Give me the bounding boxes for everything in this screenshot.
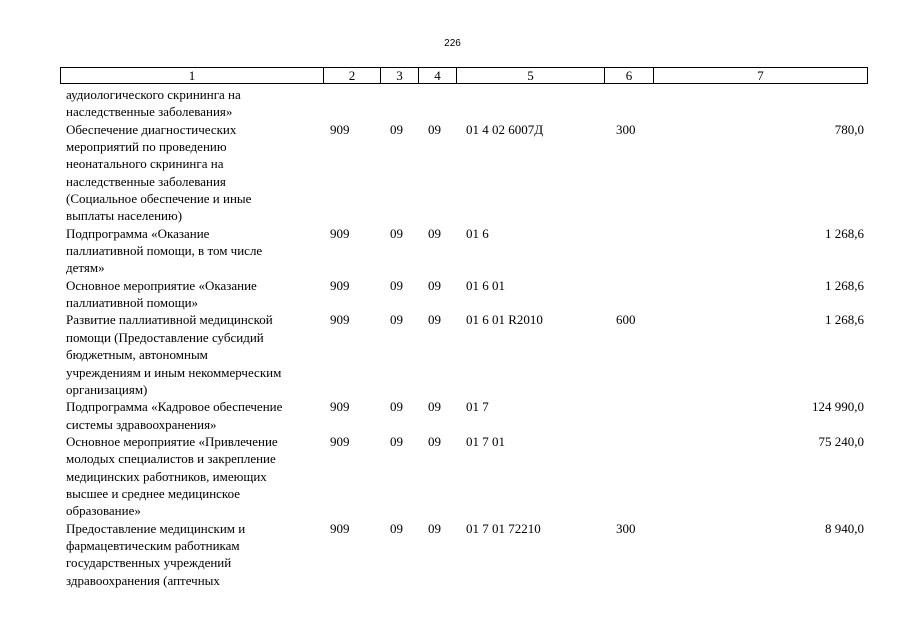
header-col-5: 5 — [457, 68, 605, 83]
row-name-line: паллиативной помощи» — [66, 295, 199, 311]
table-row — [0, 86, 905, 121]
row-col-4: 09 — [428, 121, 441, 137]
row-col-2: 909 — [330, 312, 350, 328]
row-col-4: 09 — [428, 225, 441, 241]
header-col-2: 2 — [324, 68, 381, 83]
row-name-line: помощи (Предоставление субсидий — [66, 329, 264, 345]
row-col-3: 09 — [390, 520, 403, 536]
row-name-line: неонатального скрининга на — [66, 156, 224, 172]
row-name-line: Подпрограмма «Кадровое обеспечение — [66, 399, 283, 415]
row-name-line: Предоставление медицинским и — [66, 520, 246, 536]
row-name — [66, 311, 324, 398]
row-name-line: аудиологического скрининга на — [66, 87, 241, 102]
row-col-2: 909 — [330, 225, 350, 241]
row-name-line: фармацевтическим работникам — [66, 537, 240, 553]
row-col-2: 909 — [330, 121, 350, 137]
row-col-4: 09 — [428, 520, 441, 536]
row-name-line: Развитие паллиативной медицинской — [66, 312, 273, 328]
row-name-line: молодых специалистов и закрепление — [66, 451, 276, 467]
row-col-3: 09 — [390, 121, 403, 137]
row-col-4: 09 — [428, 433, 441, 449]
table-row — [0, 277, 905, 312]
row-col-4: 09 — [428, 399, 441, 415]
table-row — [0, 520, 905, 589]
row-name-line: выплаты населению) — [66, 208, 183, 224]
row-name-line: паллиативной помощи, в том числе — [66, 243, 263, 259]
row-col-7: 780,0 — [834, 121, 864, 137]
table-body — [0, 86, 905, 589]
table-header — [60, 67, 868, 84]
row-col-4: 09 — [428, 312, 441, 328]
row-name — [66, 86, 324, 121]
page-number: 226 — [444, 38, 461, 49]
row-name — [66, 121, 324, 225]
header-col-4: 4 — [419, 68, 457, 83]
row-name — [66, 225, 324, 277]
row-name-line: Обеспечение диагностических — [66, 121, 237, 137]
row-name-line: бюджетным, автономным — [66, 347, 208, 363]
row-name — [66, 398, 324, 433]
table-row — [0, 433, 905, 520]
row-col-5: 01 6 01 R2010 — [466, 312, 543, 328]
row-col-3: 09 — [390, 225, 403, 241]
row-col-5: 01 6 01 — [466, 277, 505, 293]
row-col-5: 01 7 — [466, 399, 489, 415]
row-col-7: 75 240,0 — [818, 433, 864, 449]
row-col-5: 01 7 01 72210 — [466, 520, 541, 536]
row-col-6: 600 — [616, 312, 636, 328]
row-col-2: 909 — [330, 399, 350, 415]
row-name-line: Основное мероприятие «Привлечение — [66, 433, 278, 449]
row-col-3: 09 — [390, 312, 403, 328]
header-col-6: 6 — [605, 68, 654, 83]
row-col-3: 09 — [390, 399, 403, 415]
row-name-line: учреждениям и иным некоммерческим — [66, 364, 282, 380]
row-col-4: 09 — [428, 277, 441, 293]
row-col-7: 1 268,6 — [825, 277, 864, 293]
row-name-line: наследственные заболевания — [66, 173, 226, 189]
row-col-7: 1 268,6 — [825, 225, 864, 241]
row-name-line: образование» — [66, 503, 141, 519]
row-col-5: 01 6 — [466, 225, 489, 241]
row-col-7: 124 990,0 — [812, 399, 864, 415]
row-col-6: 300 — [616, 520, 636, 536]
row-name-line: Основное мероприятие «Оказание — [66, 277, 257, 293]
row-name-line: государственных учреждений — [66, 555, 232, 571]
header-col-1: 1 — [61, 68, 324, 83]
row-col-2: 909 — [330, 277, 350, 293]
row-name-line: (Социальное обеспечение и иные — [66, 191, 252, 207]
row-col-7: 1 268,6 — [825, 312, 864, 328]
header-col-7: 7 — [757, 68, 764, 83]
row-col-5: 01 7 01 — [466, 433, 505, 449]
row-name-line: медицинских работников, имеющих — [66, 468, 267, 484]
row-name-line: Подпрограмма «Оказание — [66, 225, 210, 241]
row-col-3: 09 — [390, 277, 403, 293]
row-name-line: организациям) — [66, 381, 148, 397]
row-col-7: 8 940,0 — [825, 520, 864, 536]
row-name-line: системы здравоохранения» — [66, 416, 217, 432]
row-col-5: 01 4 02 6007Д — [466, 121, 544, 137]
row-col-2: 909 — [330, 433, 350, 449]
row-name — [66, 277, 324, 312]
table-row — [0, 311, 905, 398]
row-name — [66, 520, 324, 589]
table-row — [0, 121, 905, 225]
table-row — [0, 398, 905, 433]
row-name-line: мероприятий по проведению — [66, 139, 227, 155]
row-name-line: детям» — [66, 260, 105, 276]
row-name-line: здравоохранения (аптечных — [66, 572, 220, 588]
row-name-line: наследственные заболевания» — [66, 104, 233, 120]
row-name-line: высшее и среднее медицинское — [66, 485, 241, 501]
row-col-2: 909 — [330, 520, 350, 536]
row-col-3: 09 — [390, 433, 403, 449]
row-name — [66, 433, 324, 520]
header-col-3: 3 — [381, 68, 419, 83]
table-row — [0, 225, 905, 277]
row-col-6: 300 — [616, 121, 636, 137]
